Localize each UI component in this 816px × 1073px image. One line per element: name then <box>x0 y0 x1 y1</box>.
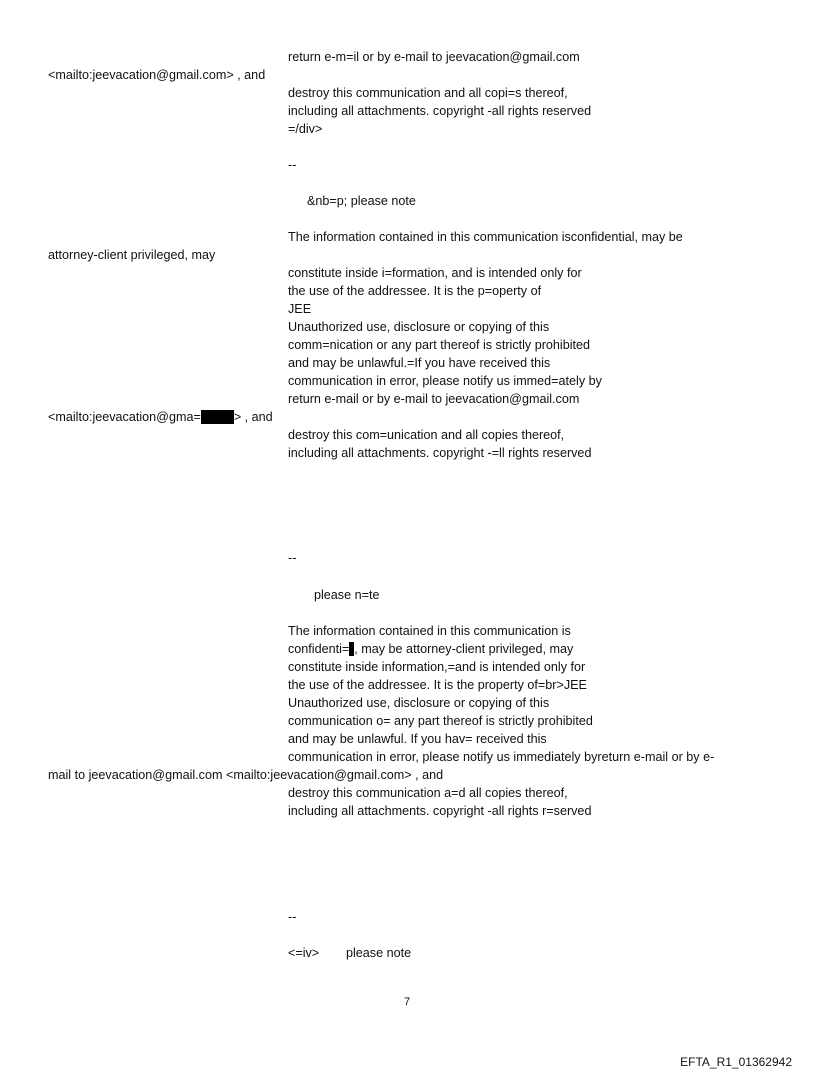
body-line: including all attachments. copyright -all rights r=served <box>288 804 592 818</box>
redaction-box <box>201 410 234 424</box>
mailto-text-end: > , and <box>233 410 273 424</box>
body-line: communication o= any part thereof is strictly prohibited <box>288 714 593 728</box>
body-line: constitute inside i=formation, and is intended only for <box>288 266 582 280</box>
note-heading: please note <box>346 946 412 960</box>
note-heading: please n=te <box>314 588 380 602</box>
body-line: return e-mail or by e-mail to jeevacation@gmail.com <box>288 392 580 406</box>
body-line: destroy this com=unication and all copies thereof, <box>288 428 565 442</box>
body-text: , may be attorney-client privileged, may <box>354 642 574 656</box>
body-line: constitute inside information,=and is intended only for <box>288 660 586 674</box>
document-id: EFTA_R1_01362942 <box>680 1055 792 1069</box>
body-line: destroy this communication and all copi=s thereof, <box>288 86 568 100</box>
body-line: The information contained in this communication isconfidential, may be <box>288 230 683 244</box>
note-heading: &nb=p; please note <box>307 194 416 208</box>
body-line: Unauthorized use, disclosure or copying of this <box>288 696 550 710</box>
body-line: including all attachments. copyright -all rights reserved <box>288 104 592 118</box>
body-line: attorney-client privileged, may <box>48 248 216 262</box>
body-line: including all attachments. copyright -=ll rights reserved <box>288 446 592 460</box>
body-line: destroy this communication a=d all copies thereof, <box>288 786 568 800</box>
div-tag-text: <=iv> <box>288 946 320 960</box>
body-text: confidenti= <box>288 642 350 656</box>
body-line: =/div> <box>288 122 323 136</box>
body-line: comm=nication or any part thereof is strictly prohibited <box>288 338 591 352</box>
page-number: 7 <box>404 996 411 1008</box>
mailto-line: <mailto:jeevacation@gmail.com> , and <box>48 68 266 82</box>
body-line: communication in error, please notify us immediately byreturn e-mail or by e- <box>288 750 715 764</box>
mailto-line <box>48 410 273 425</box>
separator: -- <box>288 910 297 924</box>
body-line: JEE <box>288 302 312 316</box>
body-line <box>288 642 573 657</box>
body-line: the use of the addressee. It is the p=operty of <box>288 284 542 298</box>
body-line: Unauthorized use, disclosure or copying of this <box>288 320 550 334</box>
separator: -- <box>288 551 297 565</box>
mailto-text: <mailto:jeevacation@gma= <box>48 410 201 424</box>
body-line: and may be unlawful. If you hav= received this <box>288 732 547 746</box>
body-line: the use of the addressee. It is the property of=br>JEE <box>288 678 587 692</box>
body-line: communication in error, please notify us immed=ately by <box>288 374 602 388</box>
body-line: and may be unlawful.=If you have received this <box>288 356 551 370</box>
mailto-line: mail to jeevacation@gmail.com <mailto:jeevacation@gmail.com> , and <box>48 768 444 782</box>
body-line: return e-m=il or by e-mail to jeevacation@gmail.com <box>288 50 580 64</box>
separator: -- <box>288 158 297 172</box>
body-line: The information contained in this communication is <box>288 624 571 638</box>
